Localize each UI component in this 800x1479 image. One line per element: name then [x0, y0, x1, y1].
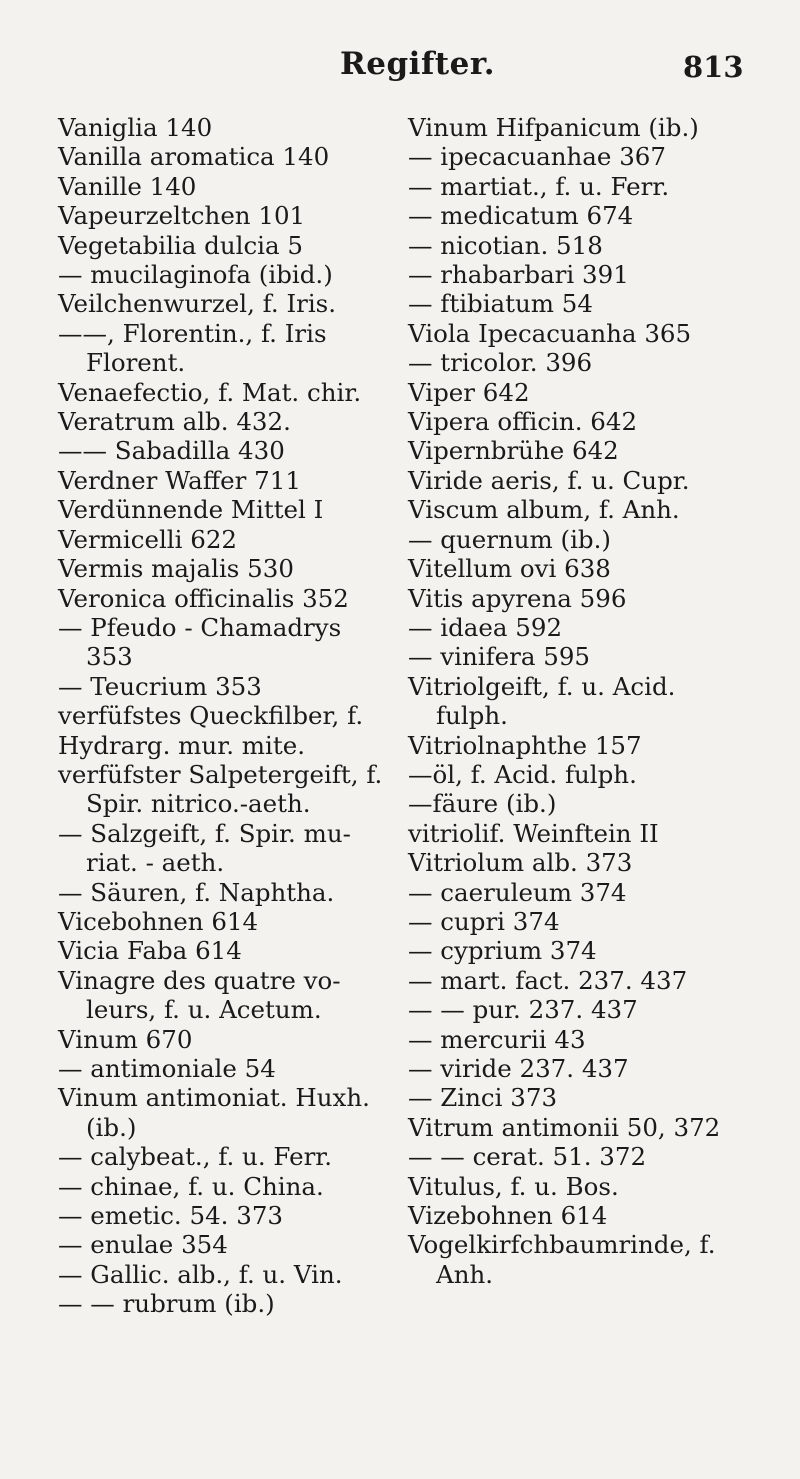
index-entry: Verdner Waffer 711	[58, 465, 301, 495]
index-entry: Vinum 670	[58, 1024, 193, 1054]
index-entry: verfüfstes Queckfilber, f.	[58, 701, 364, 731]
index-entry: — tricolor. 396	[408, 348, 593, 378]
index-entry: — mucilaginofa (ibid.)	[58, 260, 333, 290]
index-entry: Venaefectio, f. Mat. chir.	[58, 377, 362, 407]
page-title: Regifter.	[340, 46, 496, 82]
index-entry: Vegetabilia dulcia 5	[58, 230, 303, 260]
index-entry: — caeruleum 374	[408, 877, 627, 907]
index-entry: fulph.	[436, 701, 508, 731]
index-entry: — mart. fact. 237. 437	[408, 965, 688, 995]
index-entry: Vitrum antimonii 50, 372	[408, 1112, 721, 1142]
index-entry: Verdünnende Mittel I	[58, 495, 324, 525]
index-entry: — — rubrum (ib.)	[58, 1289, 275, 1319]
page-header	[0, 46, 800, 96]
index-entry: (ib.)	[86, 1112, 137, 1142]
index-entry: — mercurii 43	[408, 1024, 586, 1054]
index-entry: — idaea 592	[408, 612, 563, 642]
index-entry: — vinifera 595	[408, 642, 591, 672]
index-entry: Anh.	[436, 1259, 494, 1289]
index-entry: Vitulus, f. u. Bos.	[408, 1171, 619, 1201]
index-entry: —öl, f. Acid. fulph.	[408, 759, 637, 789]
index-entry: Vizebohnen 614	[408, 1201, 608, 1231]
index-entry: Vanilla aromatica 140	[58, 142, 330, 172]
index-entry: Viride aeris, f. u. Cupr.	[408, 465, 690, 495]
index-entry: Vinum Hifpanicum (ib.)	[408, 113, 699, 142]
index-entry: Vinum antimoniat. Huxh.	[58, 1083, 370, 1113]
index-entry: Veratrum alb. 432.	[58, 407, 291, 437]
index-entry: Vipera officin. 642	[408, 407, 638, 437]
index-entry: Vitriolgeift, f. u. Acid.	[408, 671, 676, 701]
index-entry: Florent.	[86, 348, 186, 378]
index-entry: — — pur. 237. 437	[408, 995, 638, 1025]
index-entry: riat. - aeth.	[86, 848, 225, 878]
index-entry: — martiat., f. u. Ferr.	[408, 171, 670, 201]
index-entry: — enulae 354	[58, 1230, 228, 1260]
index-entry: Viper 642	[408, 377, 530, 407]
index-entry: — nicotian. 518	[408, 230, 603, 260]
index-entry: — — cerat. 51. 372	[408, 1142, 647, 1172]
index-entry: Vicebohnen 614	[58, 906, 259, 936]
index-entry: — cupri 374	[408, 906, 560, 936]
index-entry: Vitellum ovi 638	[408, 554, 611, 584]
index-entry: Vermicelli 622	[58, 524, 238, 554]
index-entry: Vicia Faba 614	[58, 936, 242, 966]
page-number: 813	[683, 50, 744, 84]
index-entry: — ipecacuanhae 367	[408, 142, 666, 172]
index-entry: Vitriolum alb. 373	[408, 848, 633, 878]
index-entry: Vipernbrühe 642	[408, 436, 619, 466]
index-entry: — emetic. 54. 373	[58, 1201, 284, 1231]
index-entry: —fäure (ib.)	[408, 789, 557, 819]
index-entry: Viscum album, f. Anh.	[408, 495, 680, 525]
index-entry: — viride 237. 437	[408, 1054, 629, 1083]
index-entry: Spir. nitrico.-aeth.	[86, 789, 311, 819]
index-entry: — Teucrium 353	[58, 671, 262, 701]
index-entry: — medicatum 674	[408, 201, 634, 231]
index-entry: Veilchenwurzel, f. Iris.	[58, 289, 337, 319]
index-entry: Viola Ipecacuanha 365	[408, 318, 692, 348]
index-entry: — quernum (ib.)	[408, 524, 611, 554]
index-entry: — antimoniale 54	[58, 1054, 276, 1083]
index-entry: Veronica officinalis 352	[58, 583, 349, 613]
index-entry: leurs, f. u. Acetum.	[86, 995, 322, 1025]
index-entry: — Gallic. alb., f. u. Vin.	[58, 1259, 343, 1289]
index-entry: Vitriolnaphthe 157	[408, 730, 642, 760]
index-entry: — Säuren, f. Naphtha.	[58, 877, 335, 907]
index-column-right	[408, 113, 800, 1289]
index-entry: Vaniglia 140	[58, 113, 213, 142]
index-entry: — chinae, f. u. China.	[58, 1171, 324, 1201]
index-column-left	[58, 113, 408, 1319]
index-entry: 353	[86, 642, 133, 672]
index-entry: Hydrarg. mur. mite.	[58, 730, 305, 760]
index-entry: — rhabarbari 391	[408, 260, 629, 290]
index-entry: — Pfeudo - Chamadrys	[58, 612, 342, 642]
index-entry: vitriolif. Weinftein II	[408, 818, 659, 848]
index-entry: Vogelkirfchbaumrinde, f.	[408, 1230, 716, 1260]
index-entry: — calybeat., f. u. Ferr.	[58, 1142, 333, 1172]
index-entry: — ftibiatum 54	[408, 289, 593, 319]
index-entry: Vanille 140	[58, 171, 197, 201]
index-entry: — Salzgeift, f. Spir. mu-	[58, 818, 351, 848]
index-entry: Vermis majalis 530	[58, 554, 294, 584]
index-entry: ——, Florentin., f. Iris	[58, 318, 327, 348]
index-entry: —— Sabadilla 430	[58, 436, 285, 466]
index-entry: Vapeurzeltchen 101	[58, 201, 306, 231]
index-entry: — Zinci 373	[408, 1083, 558, 1113]
index-entry: Vitis apyrena 596	[408, 583, 627, 613]
index-entry: — cyprium 374	[408, 936, 597, 966]
index-entry: verfüfster Salpetergeift, f.	[58, 759, 383, 789]
index-entry: Vinagre des quatre vo-	[58, 965, 341, 995]
